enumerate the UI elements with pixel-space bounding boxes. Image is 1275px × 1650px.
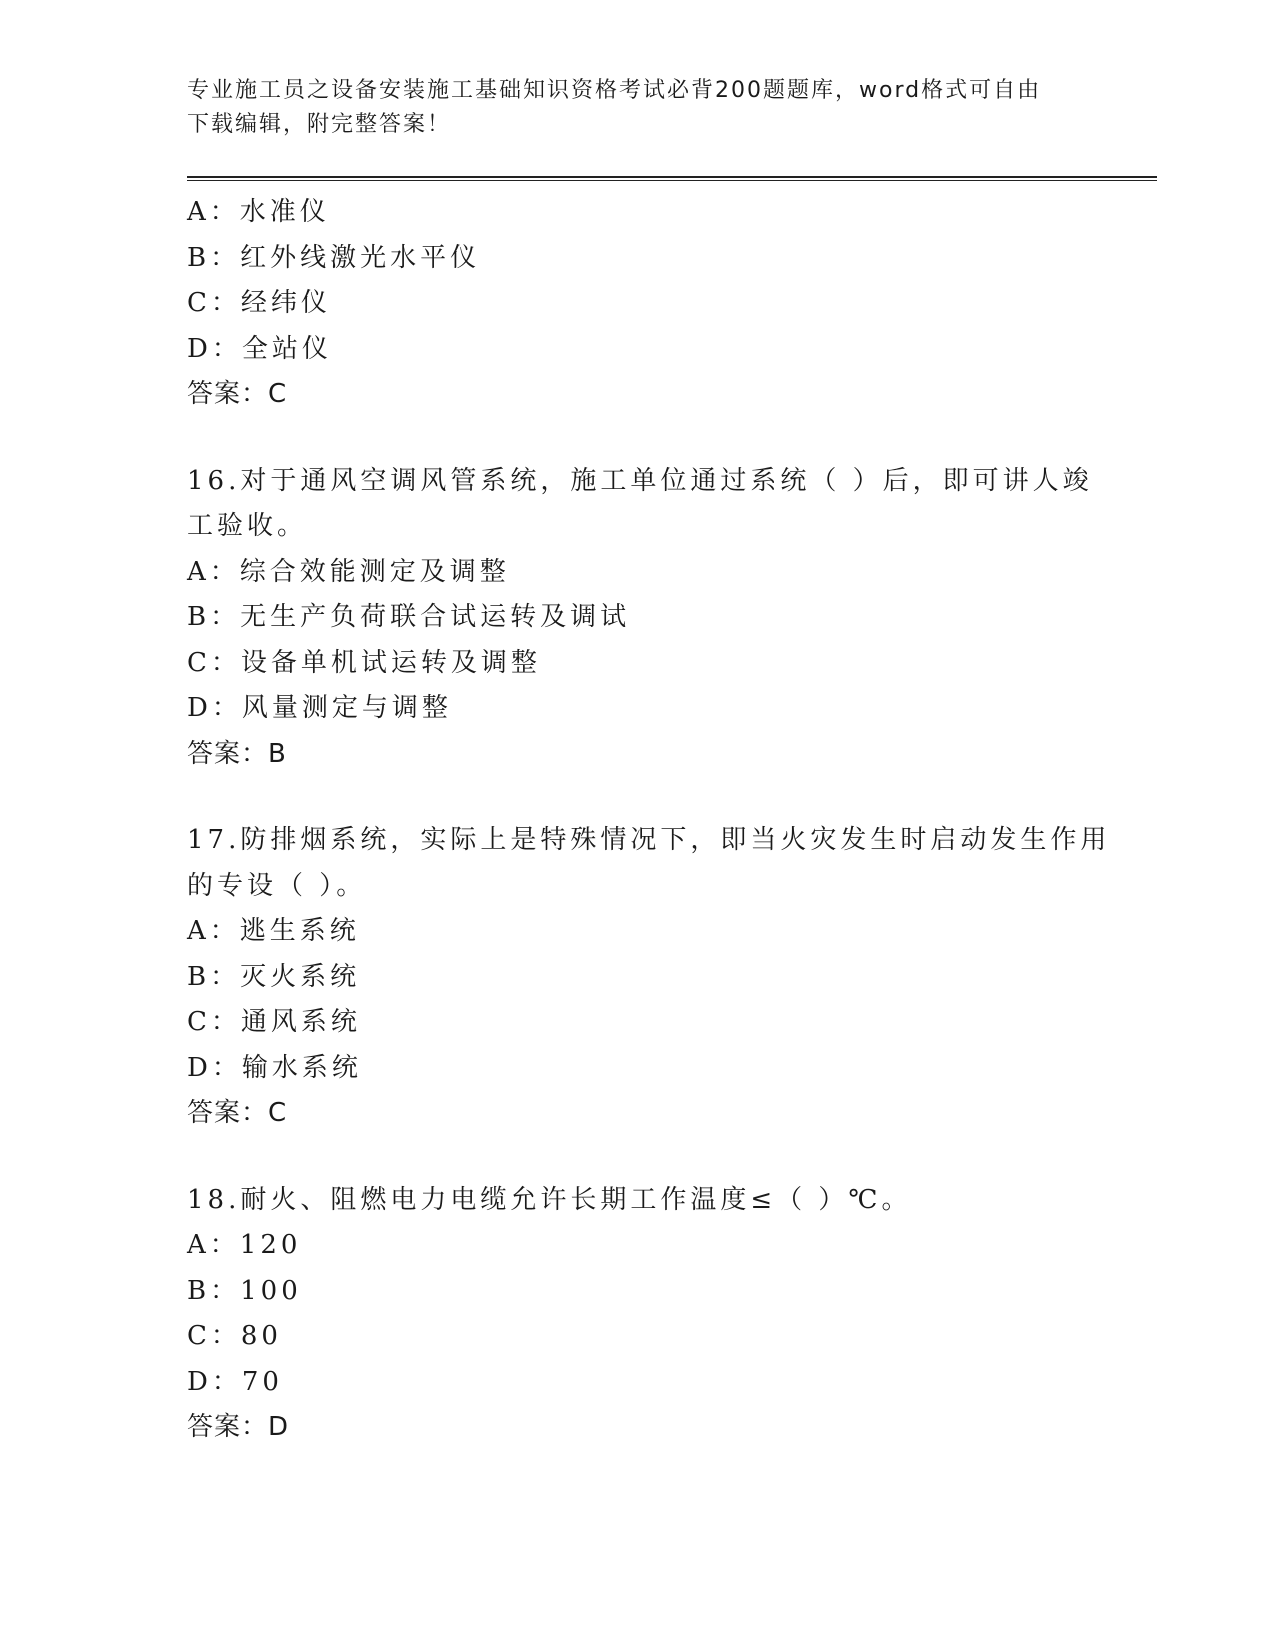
question-title-line-2: 工验收。 <box>187 511 308 541</box>
question-title-line-1: 16.对于通风空调风管系统，施工单位通过系统（ ）后，即可讲人竣 <box>187 465 1093 496</box>
question-content <box>187 190 1147 1451</box>
option-c: C：经纬仪 <box>187 288 331 318</box>
header-line-1: 专业施工员之设备安装施工基础知识资格考试必背200题题库，word格式可自由 <box>187 78 1042 103</box>
header-line-2: 下载编辑，附完整答案！ <box>187 112 452 137</box>
option-a: A：逃生系统 <box>187 916 360 946</box>
option-d: D：输水系统 <box>187 1052 362 1083</box>
option-d: D：70 <box>187 1366 283 1397</box>
question-16 <box>187 459 1147 778</box>
question-15 <box>187 190 1147 418</box>
header-divider <box>187 176 1157 181</box>
option-c: C：设备单机试运转及调整 <box>187 647 541 678</box>
answer: 答案：B <box>187 738 287 769</box>
question-17 <box>187 818 1147 1137</box>
option-d: D：风量测定与调整 <box>187 693 452 723</box>
option-a: A：综合效能测定及调整 <box>187 556 510 587</box>
question-title-line-1: 17.防排烟系统，实际上是特殊情况下，即当火灾发生时启动发生作用 <box>187 825 1111 855</box>
question-title-line-1: 18.耐火、阻燃电力电缆允许长期工作温度≤（ ）℃。 <box>187 1184 912 1215</box>
option-a: A：120 <box>187 1230 302 1260</box>
option-c: C：80 <box>187 1321 282 1351</box>
option-d: D：全站仪 <box>187 333 332 364</box>
option-b: B：红外线激光水平仪 <box>187 242 481 273</box>
answer: 答案：C <box>187 1098 288 1128</box>
option-b: B：无生产负荷联合试运转及调试 <box>187 602 631 632</box>
question-18 <box>187 1178 1147 1451</box>
answer: 答案：D <box>187 1412 290 1442</box>
option-c: C：通风系统 <box>187 1007 361 1037</box>
answer: 答案：C <box>187 379 288 409</box>
question-title-line-2: 的专设（ ）。 <box>187 870 367 901</box>
option-b: B：灭火系统 <box>187 961 361 992</box>
document-header <box>187 74 1087 142</box>
option-a: A：水准仪 <box>187 197 330 227</box>
option-b: B：100 <box>187 1275 302 1306</box>
